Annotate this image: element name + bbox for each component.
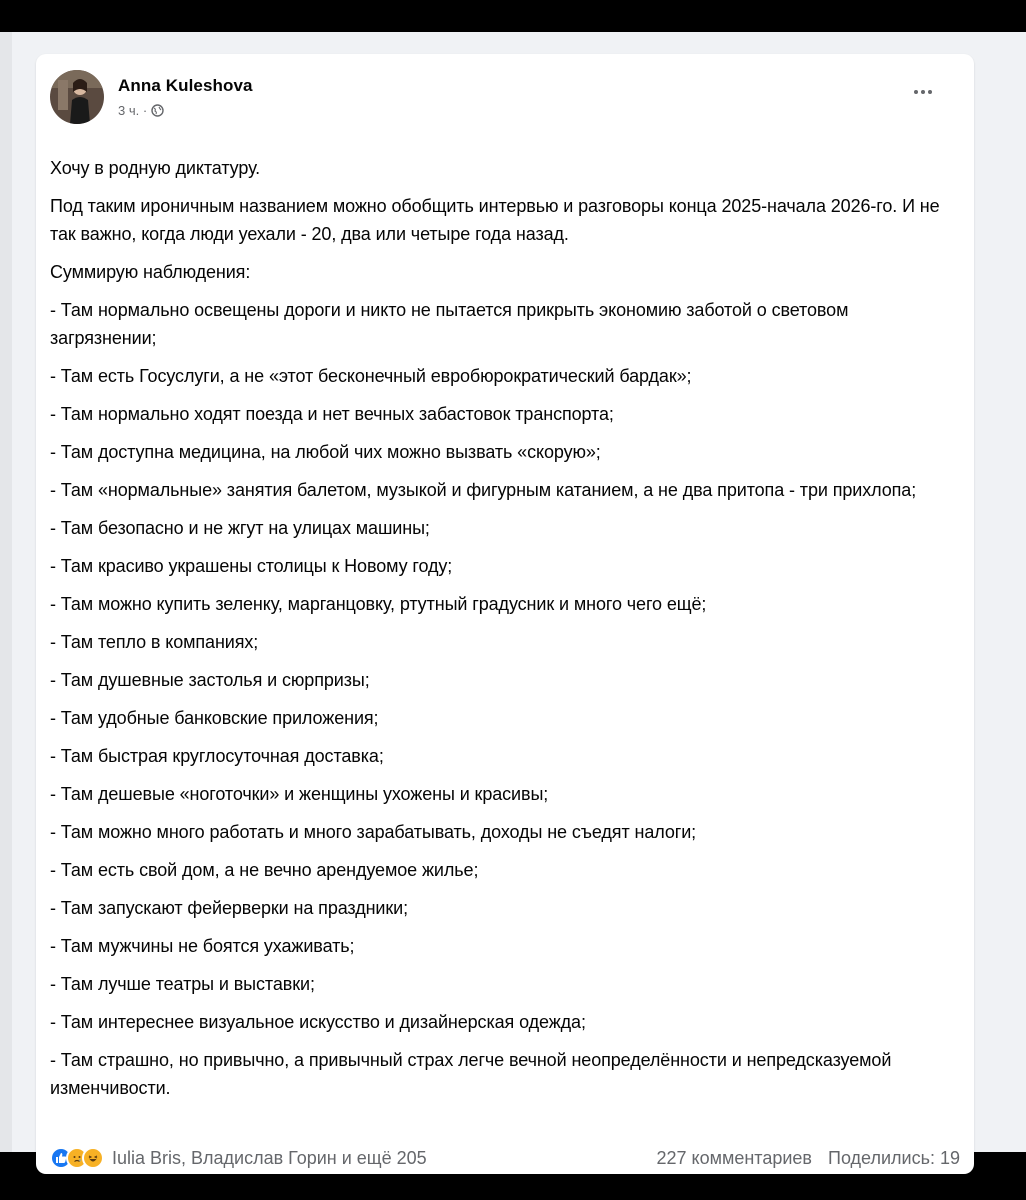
post-header — [50, 70, 960, 126]
post-time[interactable]: 3 ч. · — [118, 103, 148, 118]
post-title: Хочу в родную диктатуру. — [50, 158, 261, 178]
shares-count[interactable]: Поделились: 19 — [828, 1147, 960, 1168]
comments-count[interactable]: 227 комментариев — [656, 1147, 812, 1168]
list-item: - Там быстрая круглосуточная доставка; — [50, 746, 384, 766]
list-item: - Там тепло в компаниях; — [50, 632, 259, 652]
list-item: - Там душевные застолья и сюрпризы; — [50, 670, 370, 690]
list-item: - Там интереснее визуальное искусство и дизайнерская одежда; — [50, 1012, 586, 1032]
list-item: - Там дешевые «ноготочки» и женщины ухожены и красивы; — [50, 784, 549, 804]
screen — [0, 32, 1026, 1168]
post-text — [50, 154, 950, 1112]
left-rail — [0, 32, 12, 1152]
list-item: - Там можно купить зеленку, марганцовку, ртутный градусник и много чего ещё; — [50, 594, 707, 614]
list-item: - Там есть свой дом, а не вечно арендуемое жилье; — [50, 860, 479, 880]
list-item: - Там «нормальные» занятия балетом, музыкой и фигурным катанием, а не два притопа - три прихлопа; — [50, 480, 917, 500]
reaction-icons — [50, 1147, 98, 1169]
footer-stats — [656, 1148, 960, 1169]
reactors-text[interactable]: Iulia Bris, Владислав Горин и ещё 205 — [112, 1147, 427, 1168]
list-item: - Там мужчины не боятся ухаживать; — [50, 936, 355, 956]
list-item: - Там запускают фейерверки на праздники; — [50, 898, 409, 918]
list-item: - Там красиво украшены столицы к Новому году; — [50, 556, 453, 576]
list-item: - Там нормально освещены дороги и никто не пытается прикрыть экономию заботой о световом загрязнении; — [50, 300, 849, 348]
haha-icon — [82, 1147, 104, 1169]
list-item: - Там доступна медицина, на любой чих можно вызвать «скорую»; — [50, 442, 601, 462]
list-item: - Там лучше театры и выставки; — [50, 974, 315, 994]
more-dots-icon[interactable] — [906, 80, 940, 104]
post-paragraph: Под таким ироничным названием можно обобщить интервью и разговоры конца 2025-начала 2026-го. И не так важно, когда люди уехали - 20, два или четыре года назад. — [50, 196, 940, 244]
list-item: - Там можно много работать и много зарабатывать, доходы не съедят налоги; — [50, 822, 697, 842]
post-footer — [50, 1142, 960, 1174]
reactions-summary[interactable] — [50, 1147, 427, 1169]
list-item: - Там нормально ходят поезда и нет вечных забастовок транспорта; — [50, 404, 614, 424]
post-card — [36, 54, 974, 1174]
dot — [914, 90, 918, 94]
avatar[interactable] — [50, 70, 104, 124]
post-meta — [118, 103, 164, 118]
list-item: - Там удобные банковские приложения; — [50, 708, 379, 728]
author-name[interactable]: Anna Kuleshova — [118, 76, 253, 95]
list-item: - Там безопасно и не жгут на улицах машины; — [50, 518, 430, 538]
dot — [921, 90, 925, 94]
dot — [928, 90, 932, 94]
globe-icon — [151, 104, 164, 117]
list-item: - Там страшно, но привычно, а привычный страх легче вечной неопределённости и непредсказуемой изменчивости. — [50, 1050, 892, 1098]
post-paragraph: Суммирую наблюдения: — [50, 262, 251, 282]
list-item: - Там есть Госуслуги, а не «этот бесконечный евробюрократический бардак»; — [50, 366, 692, 386]
